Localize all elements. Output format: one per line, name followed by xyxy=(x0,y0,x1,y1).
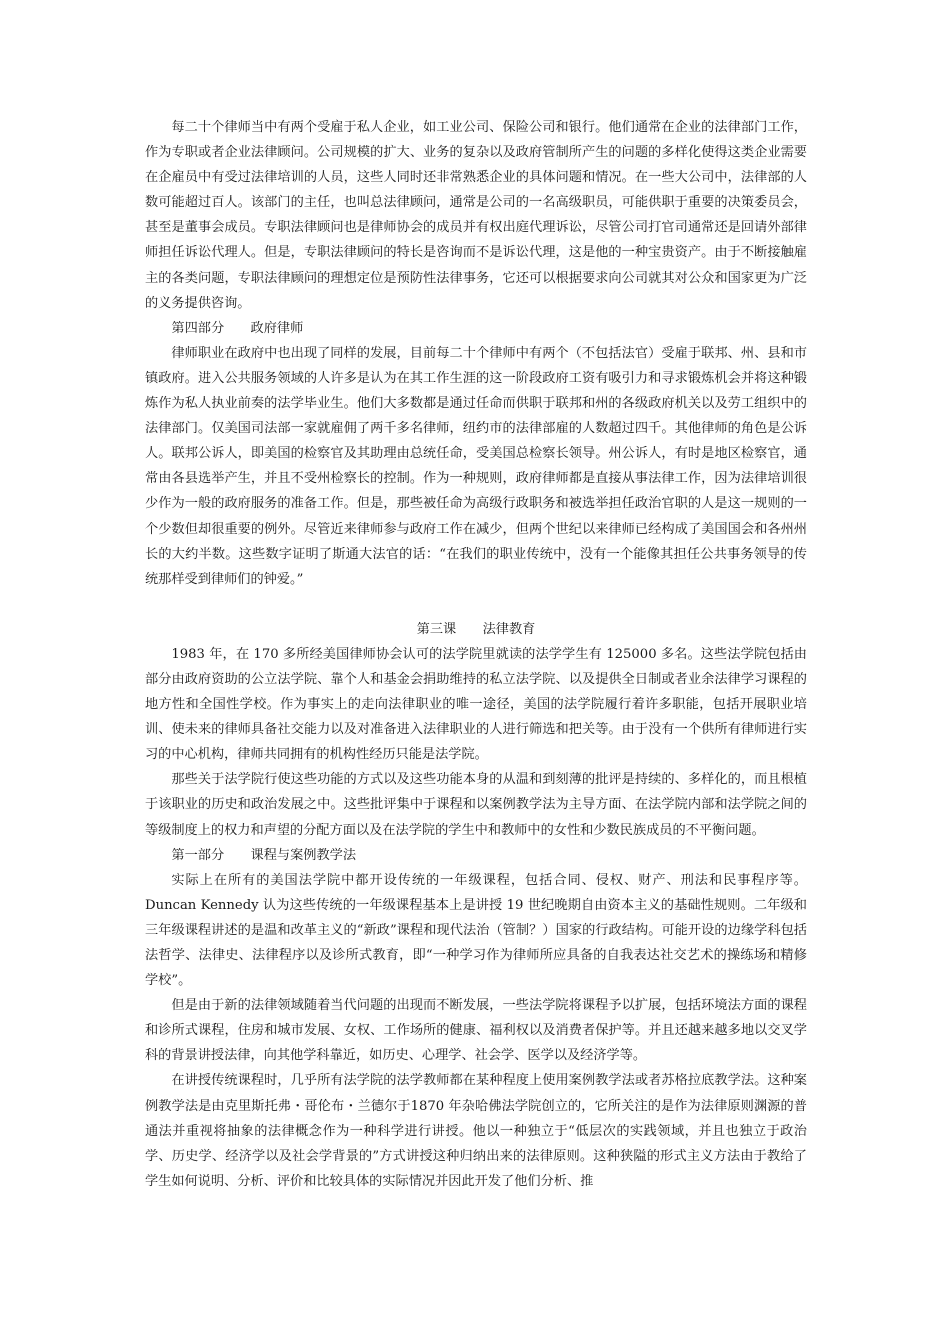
paragraph: 但是由于新的法律领域随着当代问题的出现而不断发展，一些法学院将课程予以扩展，包括环境法方面的课程和诊所式课程，住房和城市发展、女权、工作场所的健康、福利权以及消费者保护等。并且还越来越多地以交叉学科的背景讲授法律，向其他学科靠近，如历史、心理学、社会学、医学以及经济学等。 xyxy=(145,998,807,1064)
heading-part: 第一部分 xyxy=(171,847,225,863)
paragraph: 律师职业在政府中也出现了同样的发展，目前每二十个律师中有两个（不包括法官）受雇于联邦、州、县和市镇政府。进入公共服务领域的人许多是认为在其工作生涯的这一阶段政府工资有吸引力和寻求锻炼机会并将这种锻炼作为私人执业前奏的法学毕业生。他们大多数都是通过任命而供职于联邦和州的各级政府机关以及劳工组织中的法律部门。仅美国司法部一家就雇佣了两千多名律师，纽约市的法律部雇的人数超过四千。其他律师的角色是公诉人。联邦公诉人，即美国的检察官及其助理由总统任命，受美国总检察长领导。州公诉人，有时是地区检察官，通常由各县选举产生，并且不受州检察长的控制。作为一种规则，政府律师都是直接从事法律工作，因为法律培训很少作为一般的政府服务的准备工作。但是，那些被任命为高级行政职务和被选举担任政治官职的人是这一规则的一个少数但却很重要的例外。尽管近来律师参与政府工作在减少，但两个世纪以来律师已经构成了美国国会和各州州长的大约半数。这些数字证明了斯通大法官的话：“在我们的职业传统中，没有一个能像其担任公共事务领导的传统那样受到律师们的钟爱。” xyxy=(145,345,807,587)
paragraph: 在讲授传统课程时，几乎所有法学院的法学教师都在某种程度上使用案例教学法或者苏格拉底教学法。这种案例教学法是由克里斯托弗・哥伦布・兰德尔于1870 年杂哈佛法学院创立的，它所关注的是作为法律原则渊源的普通法并重视将抽象的法律概念作为一种科学进行讲授。他以一种独立于“低层次的实践领域，并且也独立于政治学、历史学、经济学以及社会学背景的”方式讲授这种归纳出来的法律原则。这种狭隘的形式主义方法由于教给了学生如何说明、分析、评价和比较具体的实际情况并因此开发了他们分析、推 xyxy=(145,1073,807,1189)
paragraph: 1983 年，在 170 多所经美国律师协会认可的法学院里就读的法学学生有 125000 多名。这些法学院包括由部分由政府资助的公立法学院、靠个人和基金会捐助维持的私立法学院、以及提供全日制或者业余法律学习课程的地方性和全国性学校。作为事实上的走向法律职业的唯一途径，美国的法学院履行着许多职能，包括开展职业培训、使未来的律师具备社交能力以及对准备进入法律职业的人进行筛选和把关等。由于没有一个供所有律师进行实习的中心机构，律师共同拥有的机构性经历只能是法学院。 xyxy=(145,646,807,763)
section-heading-government-lawyers xyxy=(145,316,807,341)
heading-title: 政府律师 xyxy=(250,320,304,336)
paragraph: 那些关于法学院行使这些功能的方式以及这些功能本身的从温和到刻薄的批评是持续的、多样化的，而且根植于该职业的历史和政治发展之中。这些批评集中于课程和以案例教学法为主导方面、在法学院内部和法学院之间的等级制度上的权力和声望的分配方面以及在法学院的学生中和教师中的女性和少数民族成员的不平衡问题。 xyxy=(145,772,807,838)
lesson-number: 第三课 xyxy=(416,621,457,637)
section-heading-curriculum xyxy=(145,843,807,868)
document-page xyxy=(145,115,807,1194)
lesson-title xyxy=(145,617,807,642)
lesson-name: 法律教育 xyxy=(482,621,536,637)
heading-part: 第四部分 xyxy=(171,320,225,336)
heading-title: 课程与案例教学法 xyxy=(250,847,357,863)
paragraph: 每二十个律师当中有两个受雇于私人企业，如工业公司、保险公司和银行。他们通常在企业的法律部门工作，作为专职或者企业法律顾问。公司规模的扩大、业务的复杂以及政府管制所产生的问题的多样化使得这类企业需要在企雇员中有受过法律培训的人员，这些人同时还非常熟悉企业的具体问题和情况。在一些大公司中，法律部的人数可能超过百人。该部门的主任，也叫总法律顾问，通常是公司的一名高级职员，可能供职于重要的决策委员会，甚至是董事会成员。专职法律顾问也是律师协会的成员并有权出庭代理诉讼，尽管公司打官司通常还是回请外部律师担任诉讼代理人。但是，专职法律顾问的特长是咨询而不是诉讼代理，这是他的一种宝贵资产。由于不断接触雇主的各类问题，专职法律顾问的理想定位是预防性法律事务，它还可以根据要求向公司就其对公众和国家更为广泛的义务提供咨询。 xyxy=(145,120,807,311)
paragraph: 实际上在所有的美国法学院中都开设传统的一年级课程，包括合同、侵权、财产、刑法和民事程序等。Duncan Kennedy 认为这些传统的一年级课程基本上是讲授 19 世纪晚期自由资本主义的基础性规则。二年级和三年级课程讲述的是温和改革主义的“新政”课程和现代法治（管制？）国家的行政结构。可能开设的边缘学科包括法哲学、法律史、法律程序以及诊所式教育，即“一种学习作为律师所应具备的自我表达社交艺术的操练场和精修学校”。 xyxy=(145,872,807,989)
